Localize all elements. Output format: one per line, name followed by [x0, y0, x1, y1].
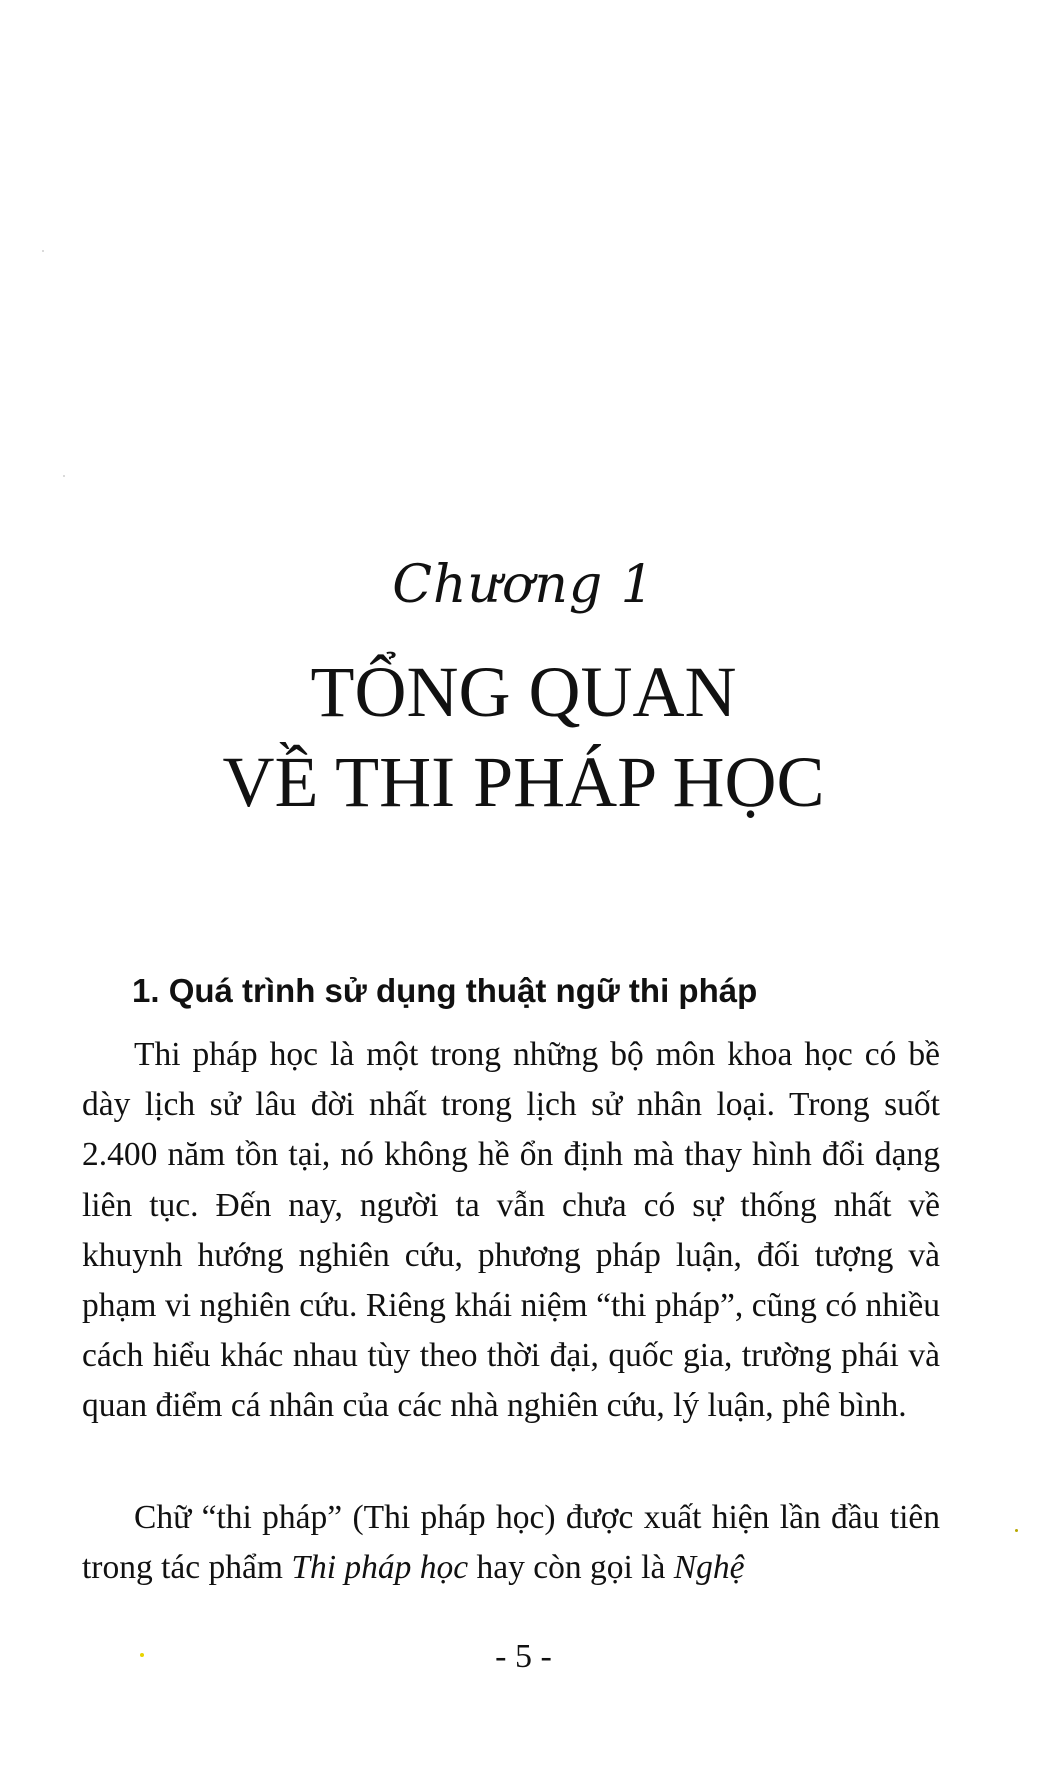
paragraph-1: Thi pháp học là một trong những bộ môn khoa học có bề dày lịch sử lâu đời nhất trong lịch sử nhân loại. Trong suốt 2.400 năm tồn tại, nó không hề ổn định mà thay hình đổi dạng liên tục. Đến nay, người ta vẫn chưa có sự thống nhất về khuynh hướng nghiên cứu, phương pháp luận, đối tượng và phạm vi nghiên cứu. Riêng khái niệm “thi pháp”, cũng có nhiều cách hiểu khác nhau tùy theo thời đại, quốc gia, trường phái và quan điểm cá nhân của các nhà nghiên cứu, lý luận, phê bình. — [82, 1036, 940, 1425]
chapter-label: Chương 1 — [392, 555, 655, 615]
chapter-title-line-1: TỔNG QUAN — [310, 652, 737, 732]
section-heading: 1. Quá trình sử dụng thuật ngữ thi pháp — [132, 972, 758, 1009]
scan-speck — [63, 475, 65, 477]
page-number: - 5 - — [495, 1638, 552, 1675]
scan-speck — [140, 1653, 144, 1657]
scan-speck — [42, 250, 44, 252]
italic-continued-title: Nghệ — [673, 1549, 745, 1587]
paragraph-2 — [82, 1493, 940, 1593]
scan-speck — [1015, 1529, 1018, 1532]
paragraph-2-start: Chữ “thi pháp” (Thi pháp học) được xuất hiện lần đầu tiên trong tác phẩm — [82, 1499, 940, 1587]
paragraph-2-middle: hay còn gọi là — [468, 1549, 674, 1587]
italic-book-title: Thi pháp học — [291, 1549, 469, 1587]
chapter-title-line-2: VỀ THI PHÁP HỌC — [222, 742, 825, 822]
